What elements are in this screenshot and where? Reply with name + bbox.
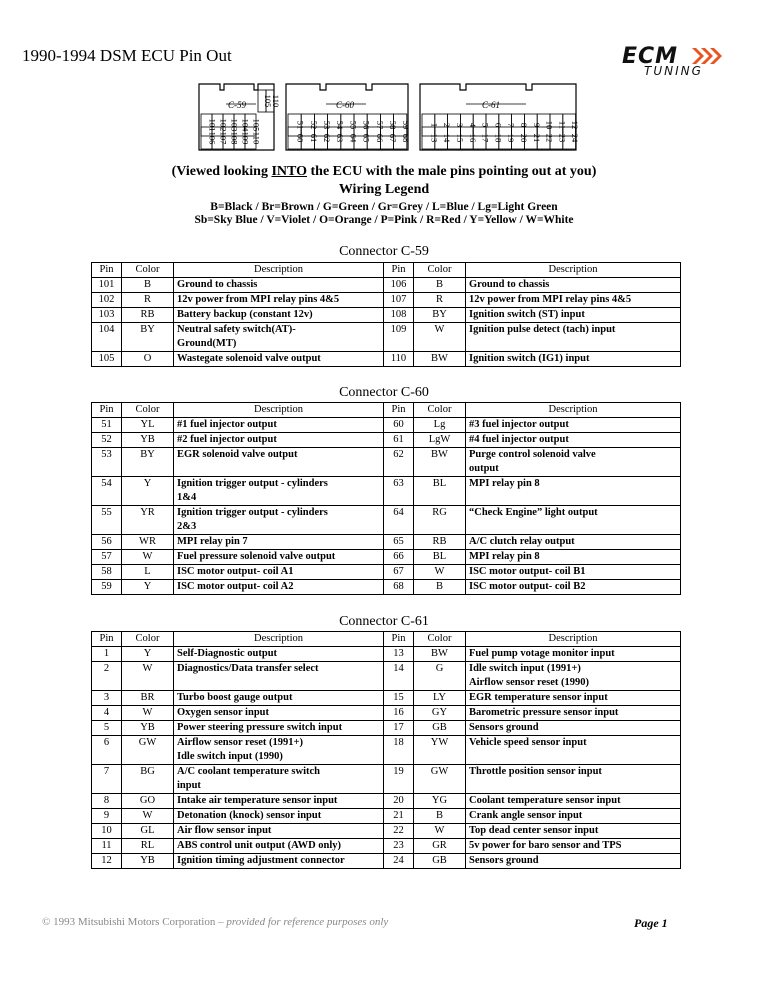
cell-pin: 107 [384,293,414,308]
column-header-description: Description [174,263,384,278]
copyright-footer [42,916,388,928]
pin-number: 106 [207,131,218,145]
cell-color: WR [122,535,174,550]
cell-desc: Diagnostics/Data transfer select [174,662,384,691]
pin-number: 68 [401,133,412,143]
column-header-pin: Pin [384,263,414,278]
cell-pin: 102 [92,293,122,308]
pin-number: 110 [271,94,281,108]
cell-desc: #3 fuel injector output [466,418,681,433]
cell-color: GR [414,839,466,854]
table-row [92,535,681,550]
pin-number: 4 [467,122,478,128]
cell-pin: 6 [92,736,122,765]
cell-desc: Turbo boost gauge output [174,691,384,706]
cell-color: GO [122,794,174,809]
cell-desc: Fuel pump votage monitor input [466,647,681,662]
pin-number: 19 [506,133,517,143]
column-header-description: Description [466,632,681,647]
cell-color: Y [122,477,174,506]
cell-desc: Neutral safety switch(AT)- Ground(MT) [174,323,384,352]
cell-color: GB [414,854,466,869]
cell-pin: 24 [384,854,414,869]
pin-number: 59 [401,120,412,130]
cell-color: Lg [414,418,466,433]
table-row [92,765,681,794]
cell-pin: 9 [92,809,122,824]
table-row [92,736,681,765]
cell-desc: Battery backup (constant 12v) [174,308,384,323]
pin-number: 63 [335,133,346,143]
column-header-pin: Pin [92,403,122,418]
table-row [92,433,681,448]
cell-desc: ISC motor output- coil A1 [174,565,384,580]
wiring-legend-heading: Wiring Legend [338,182,430,197]
pin-number: 107 [218,131,229,145]
pin-number: 56 [361,120,372,130]
cell-color: YB [122,721,174,736]
column-header-pin: Pin [384,632,414,647]
viewing-note-post: the ECU with the male pins pointing out at you) [307,164,597,179]
pin-number: 60 [295,133,306,143]
cell-color: LgW [414,433,466,448]
cell-pin: 5 [92,721,122,736]
cell-pin: 13 [384,647,414,662]
cell-color: BR [122,691,174,706]
cell-desc: A/C clutch relay output [466,535,681,550]
cell-desc: EGR solenoid valve output [174,448,384,477]
cell-desc: Ignition trigger output - cylinders 2&3 [174,506,384,535]
cell-pin: 12 [92,854,122,869]
cell-pin: 110 [384,352,414,367]
column-header-description: Description [466,403,681,418]
pin-number: 102 [218,118,229,132]
table-row [92,278,681,293]
pin-number: 20 [519,133,529,143]
cell-desc: Ground to chassis [174,278,384,293]
c60-diagram-label: C-60 [336,100,354,110]
cell-pin: 1 [92,647,122,662]
cell-pin: 16 [384,706,414,721]
cell-desc: ISC motor output- coil A2 [174,580,384,595]
table-row [92,580,681,595]
table-header-row [92,632,681,647]
column-header-pin: Pin [384,403,414,418]
pin-number: 103 [229,118,240,132]
cell-color: YW [414,736,466,765]
cell-pin: 20 [384,794,414,809]
c59-diagram-label: C-59 [228,100,246,110]
cell-color: YB [122,433,174,448]
cell-color: YR [122,506,174,535]
table-header-row [92,263,681,278]
table-row [92,794,681,809]
cell-desc: ISC motor output- coil B2 [466,580,681,595]
table-row [92,691,681,706]
pin-number: 15 [455,133,465,143]
logo-subtext: TUNING [644,64,703,78]
cell-desc: Wastegate solenoid valve output [174,352,384,367]
connector-c59-title: Connector C-59 [339,244,429,259]
cell-desc: Air flow sensor input [174,824,384,839]
cell-desc: MPI relay pin 7 [174,535,384,550]
cell-desc: Ignition switch (IG1) input [466,352,681,367]
cell-pin: 18 [384,736,414,765]
cell-color: YG [414,794,466,809]
cell-color: W [122,550,174,565]
pin-number: 105 [251,118,262,132]
cell-color: GY [414,706,466,721]
cell-pin: 60 [384,418,414,433]
cell-color: BW [414,647,466,662]
cell-color: W [414,323,466,352]
cell-pin: 14 [384,662,414,691]
cell-desc: Coolant temperature sensor input [466,794,681,809]
column-header-pin: Pin [92,263,122,278]
cell-pin: 23 [384,839,414,854]
page-number: Page 1 [634,916,668,930]
cell-pin: 4 [92,706,122,721]
pin-number: 101 [207,118,218,132]
cell-color: BG [122,765,174,794]
connector-c59-table [91,262,681,367]
cell-color: B [414,809,466,824]
connector-c61-table [91,631,681,869]
cell-desc: Barometric pressure sensor input [466,706,681,721]
cell-color: GW [414,765,466,794]
pin-number: 66 [374,133,385,143]
pin-number: 8 [519,122,529,128]
cell-color: RL [122,839,174,854]
page-title: 1990-1994 DSM ECU Pin Out [22,46,232,65]
table-row [92,809,681,824]
pin-number: 16 [467,133,478,143]
cell-desc: Ignition switch (ST) input [466,308,681,323]
cell-pin: 68 [384,580,414,595]
cell-color: W [122,662,174,691]
cell-desc: Idle switch input (1991+) Airflow sensor reset (1990) [466,662,681,691]
cell-color: BW [414,448,466,477]
cell-pin: 64 [384,506,414,535]
cell-color: B [414,278,466,293]
cell-pin: 66 [384,550,414,565]
wiring-legend-line-1: B=Black / Br=Brown / G=Green / Gr=Grey / L=Blue / Lg=Light Green [210,201,558,213]
cell-pin: 2 [92,662,122,691]
pin-number: 57 [374,120,385,130]
table-row [92,647,681,662]
cell-desc: Purge control solenoid valve output [466,448,681,477]
column-header-color: Color [122,632,174,647]
cell-color: W [414,565,466,580]
cell-color: GL [122,824,174,839]
cell-color: YB [122,854,174,869]
table-row [92,293,681,308]
connector-diagram [196,80,580,161]
cell-desc: Crank angle sensor input [466,809,681,824]
cell-color: L [122,565,174,580]
cell-desc: MPI relay pin 8 [466,550,681,565]
table-row [92,854,681,869]
cell-color: GB [414,721,466,736]
cell-color: GW [122,736,174,765]
cell-desc: Airflow sensor reset (1991+) Idle switch input (1990) [174,736,384,765]
cell-color: BW [414,352,466,367]
cell-desc: #4 fuel injector output [466,433,681,448]
cell-desc: Fuel pressure solenoid valve output [174,550,384,565]
pin-number: 58 [388,120,398,130]
logo-text: ECM [622,44,679,69]
cell-pin: 57 [92,550,122,565]
pin-number: 10 [544,120,555,130]
cell-pin: 63 [384,477,414,506]
cell-pin: 101 [92,278,122,293]
cell-color: B [414,580,466,595]
cell-color: RB [414,535,466,550]
pin-number: 109 [240,131,251,145]
connector-outline-svg [196,80,580,156]
table-row [92,308,681,323]
pin-number: 64 [348,133,359,143]
cell-color: O [122,352,174,367]
pin-number: 12 [570,120,580,130]
cell-color: LY [414,691,466,706]
pin-number: 52 [308,120,319,130]
cell-desc: EGR temperature sensor input [466,691,681,706]
cell-color: W [122,706,174,721]
copyright-text: © 1993 Mitsubishi Motors Corporation – [42,916,227,928]
cell-color: R [414,293,466,308]
column-header-pin: Pin [92,632,122,647]
viewing-note [0,164,768,180]
cell-color: BY [414,308,466,323]
pin-number: 23 [557,133,568,143]
pin-number: 9 [531,122,542,128]
cell-color: G [414,662,466,691]
cell-pin: 10 [92,824,122,839]
table-header-row [92,403,681,418]
cell-pin: 7 [92,765,122,794]
table-row [92,662,681,691]
cell-pin: 62 [384,448,414,477]
cell-desc: 12v power from MPI relay pins 4&5 [466,293,681,308]
cell-pin: 21 [384,809,414,824]
cell-desc: Self-Diagnostic output [174,647,384,662]
cell-color: W [122,809,174,824]
cell-color: RG [414,506,466,535]
connector-c60-table [91,402,681,595]
cell-pin: 8 [92,794,122,809]
pin-number: 105 [263,94,273,108]
table-row [92,477,681,506]
logo-chevrons-icon [690,46,724,66]
table-row [92,323,681,352]
pin-number: 22 [544,133,555,143]
pin-number: 51 [295,120,306,130]
pin-number: 13 [429,133,440,143]
pin-number: 62 [322,133,332,143]
pin-number: 65 [361,133,372,143]
pin-number: 55 [348,120,359,130]
cell-pin: 105 [92,352,122,367]
cell-desc: Vehicle speed sensor input [466,736,681,765]
pin-number: 7 [506,122,517,128]
cell-pin: 67 [384,565,414,580]
pin-number: 14 [442,133,453,143]
cell-desc: Power steering pressure switch input [174,721,384,736]
cell-desc: Detonation (knock) sensor input [174,809,384,824]
cell-color: YL [122,418,174,433]
cell-color: BL [414,477,466,506]
pin-number: 6 [493,122,504,128]
pin-number: 54 [335,120,346,130]
cell-desc: Sensors ground [466,721,681,736]
column-header-color: Color [122,263,174,278]
column-header-description: Description [174,403,384,418]
cell-desc: A/C coolant temperature switch input [174,765,384,794]
pin-number: 18 [493,133,504,143]
pin-number: 3 [455,122,465,128]
cell-color: Y [122,647,174,662]
cell-color: W [414,824,466,839]
cell-desc: 12v power from MPI relay pins 4&5 [174,293,384,308]
cell-desc: #1 fuel injector output [174,418,384,433]
cell-pin: 106 [384,278,414,293]
cell-pin: 103 [92,308,122,323]
pin-number: 24 [570,133,580,143]
wiring-legend-line-2: Sb=Sky Blue / V=Violet / O=Orange / P=Pink / R=Red / Y=Yellow / W=White [194,214,574,226]
connector-c60-title: Connector C-60 [339,385,429,400]
pin-number: 110 [251,131,262,145]
cell-pin: 109 [384,323,414,352]
cell-pin: 59 [92,580,122,595]
cell-pin: 58 [92,565,122,580]
cell-desc: Ground to chassis [466,278,681,293]
cell-desc: ABS control unit output (AWD only) [174,839,384,854]
cell-pin: 65 [384,535,414,550]
table-row [92,448,681,477]
cell-desc: #2 fuel injector output [174,433,384,448]
cell-desc: 5v power for baro sensor and TPS [466,839,681,854]
cell-desc: Ignition trigger output - cylinders 1&4 [174,477,384,506]
cell-color: BY [122,448,174,477]
reference-note: provided for reference purposes only [226,916,389,928]
cell-pin: 53 [92,448,122,477]
c61-diagram-label: C-61 [482,100,500,110]
cell-pin: 54 [92,477,122,506]
column-header-color: Color [122,403,174,418]
table-row [92,839,681,854]
cell-desc: MPI relay pin 8 [466,477,681,506]
cell-pin: 51 [92,418,122,433]
cell-pin: 61 [384,433,414,448]
cell-pin: 55 [92,506,122,535]
cell-color: BL [414,550,466,565]
cell-desc: “Check Engine” light output [466,506,681,535]
pin-number: 11 [557,120,568,130]
table-row [92,824,681,839]
cell-pin: 52 [92,433,122,448]
cell-pin: 11 [92,839,122,854]
cell-pin: 108 [384,308,414,323]
ecm-tuning-logo [622,44,732,84]
cell-pin: 56 [92,535,122,550]
table-row [92,352,681,367]
cell-color: B [122,278,174,293]
cell-color: Y [122,580,174,595]
connector-c61-title: Connector C-61 [339,614,429,629]
pin-number: 108 [229,131,240,145]
table-row [92,721,681,736]
pin-number: 61 [308,133,319,143]
cell-pin: 22 [384,824,414,839]
cell-desc: Oxygen sensor input [174,706,384,721]
pin-number: 104 [240,118,251,132]
cell-desc: Throttle position sensor input [466,765,681,794]
pin-number: 1 [429,122,440,128]
cell-desc: Top dead center sensor input [466,824,681,839]
column-header-color: Color [414,263,466,278]
cell-desc: Ignition pulse detect (tach) input [466,323,681,352]
viewing-note-pre: (Viewed looking [171,164,272,179]
pin-number: 67 [388,133,398,143]
pin-number: 5 [480,122,491,128]
pin-number: 53 [322,120,332,130]
pin-number: 2 [442,122,453,128]
cell-pin: 17 [384,721,414,736]
cell-desc: Intake air temperature sensor input [174,794,384,809]
column-header-color: Color [414,632,466,647]
cell-color: BY [122,323,174,352]
cell-pin: 3 [92,691,122,706]
table-row [92,706,681,721]
cell-color: R [122,293,174,308]
cell-color: RB [122,308,174,323]
cell-pin: 15 [384,691,414,706]
pin-number: 17 [480,133,491,143]
column-header-description: Description [466,263,681,278]
column-header-description: Description [174,632,384,647]
pin-number: 21 [531,133,542,143]
column-header-color: Color [414,403,466,418]
table-row [92,506,681,535]
cell-pin: 19 [384,765,414,794]
viewing-note-emphasis: INTO [271,164,307,179]
cell-pin: 104 [92,323,122,352]
table-row [92,565,681,580]
cell-desc: Ignition timing adjustment connector [174,854,384,869]
table-row [92,418,681,433]
cell-desc: Sensors ground [466,854,681,869]
cell-desc: ISC motor output- coil B1 [466,565,681,580]
table-row [92,550,681,565]
